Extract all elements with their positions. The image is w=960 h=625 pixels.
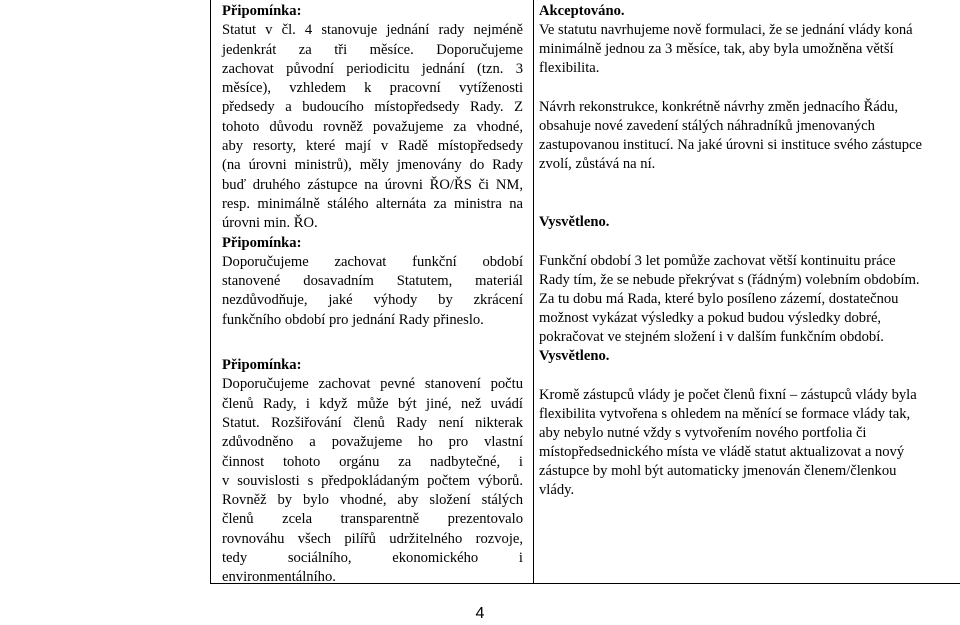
- comment-line: zachovat původní periodicitu jednání (tzn. 3: [222, 60, 523, 77]
- comment-line: stanovené dosavadním Statutem, materiál: [222, 273, 523, 290]
- comment-line: členů Rady, i když může být jiné, než uvádí: [222, 395, 523, 412]
- comment-line: v souvislosti s předpokládaným počtem výborů.: [222, 472, 523, 489]
- comment-line: jedenkrát za tři měsíce. Doporučujeme: [222, 41, 523, 58]
- comment-line: tedy sociálního, ekonomického i: [222, 550, 523, 567]
- response-line: Rady tím, že se nebude překrývat s (řádným) volebním obdobím.: [539, 272, 920, 288]
- comment-line: buď druhého zástupce na úrovni ŘO/ŘS či NM,: [222, 176, 523, 193]
- comments-column: [222, 2, 523, 588]
- response-heading: Vysvětleno.: [539, 214, 610, 230]
- response-line: Funkční období 3 let pomůže zachovat větší kontinuitu práce: [539, 253, 896, 269]
- comment-line: předsedy a budoucího místopředsedy Rady. Z: [222, 99, 523, 116]
- comment-line: Statut. Rozšiřování členů Rady není nikterak: [222, 414, 523, 431]
- comment-line: členů zcela transparentně prezentovalo: [222, 511, 523, 528]
- comment-line: resp. minimálně stálého alternáta za ministra na: [222, 195, 523, 212]
- comment-line: úrovni min. ŘO.: [222, 215, 318, 232]
- comment-line: funkčního období pro jednání Rady přineslo.: [222, 311, 484, 328]
- response-line: zvolí, zůstává na ní.: [539, 156, 656, 172]
- response-line: Za tu dobu má Rada, které bylo posíleno zázemí, dostatečnou: [539, 291, 899, 307]
- comment-2: [222, 234, 523, 330]
- response-line: zástupce by mohl být automaticky jmenován členem/členkou: [539, 463, 897, 479]
- comment-line: aby resorty, které mají v Radě místopředsedy: [222, 138, 523, 155]
- comment-line: rovnováhu všech pilířů udržitelného rozvoje,: [222, 530, 523, 547]
- response-line: minimálně jednou za 3 měsíce, tak, aby byla umožněna větší: [539, 41, 894, 57]
- response-line: Kromě zástupců vlády je počet členů fixní – zástupců vlády byla: [539, 387, 917, 403]
- response-3: [539, 347, 957, 500]
- comment-line: Doporučujeme zachovat pevné stanovení počtu: [222, 376, 523, 393]
- comment-line: environmentálního.: [222, 569, 336, 586]
- comment-line: zdůvodněno a považujeme ho pro vlastní: [222, 434, 523, 451]
- response-line: aby nebylo nutné vždy s vytvořením nového portfolia či: [539, 425, 867, 441]
- comment-1: [222, 2, 523, 234]
- response-1: [539, 2, 957, 174]
- response-line: pokračovat ve stejném složení i v dalším funkčním období.: [539, 329, 884, 345]
- response-line: Návrh rekonstrukce, konkrétně návrhy změn jednacího Řádu,: [539, 99, 899, 115]
- response-line: vlády.: [539, 482, 575, 498]
- comment-3: [222, 356, 523, 588]
- comment-line: (na úrovni ministrů), měly jmenovány do Rady: [222, 157, 523, 174]
- response-heading: Vysvětleno.: [539, 348, 610, 364]
- comment-heading: Připomínka:: [222, 357, 302, 374]
- comment-line: nezdůvodňuje, jaké výhody by zkrácení: [222, 292, 523, 309]
- comment-line: činnost tohoto orgánu za nadbytečné, i: [222, 453, 523, 470]
- response-line: flexibilita.: [539, 60, 600, 76]
- response-line: zastupovanou institucí. Na jaké úrovni si instituce svého zástupce: [539, 137, 922, 153]
- response-line: místopředsednického místa ve vládě statut aktualizovat a nový: [539, 444, 905, 460]
- response-line: flexibilita vytvořena s ohledem na měnící se formace vlády tak,: [539, 406, 911, 422]
- comment-line: měsíce), vzhledem k pracovní vytíženosti: [222, 80, 523, 97]
- comment-line: tohoto důvodu rovněž považujeme za vhodné,: [222, 118, 523, 135]
- comments-table: [210, 0, 960, 584]
- response-2: [539, 213, 957, 347]
- response-line: možnost vykázat výsledky a pokud budou výsledky dobré,: [539, 310, 882, 326]
- response-line: obsahuje nové zavedení stálých náhradníků jmenovaných: [539, 118, 875, 134]
- column-divider: [533, 0, 534, 583]
- response-line: Ve statutu navrhujeme nově formulaci, že se jednání vlády koná: [539, 22, 913, 38]
- comment-line: Doporučujeme zachovat funkční období: [222, 253, 523, 270]
- response-heading: Akceptováno.: [539, 3, 625, 19]
- comment-line: Rovněž by bylo vhodné, aby složení stálých: [222, 492, 523, 509]
- page-number: 4: [475, 605, 485, 622]
- comment-heading: Připomínka:: [222, 3, 302, 19]
- responses-column: [539, 2, 957, 500]
- comment-line: Statut v čl. 4 stanovuje jednání rady nejméně: [222, 22, 523, 39]
- comment-heading: Připomínka:: [222, 234, 302, 251]
